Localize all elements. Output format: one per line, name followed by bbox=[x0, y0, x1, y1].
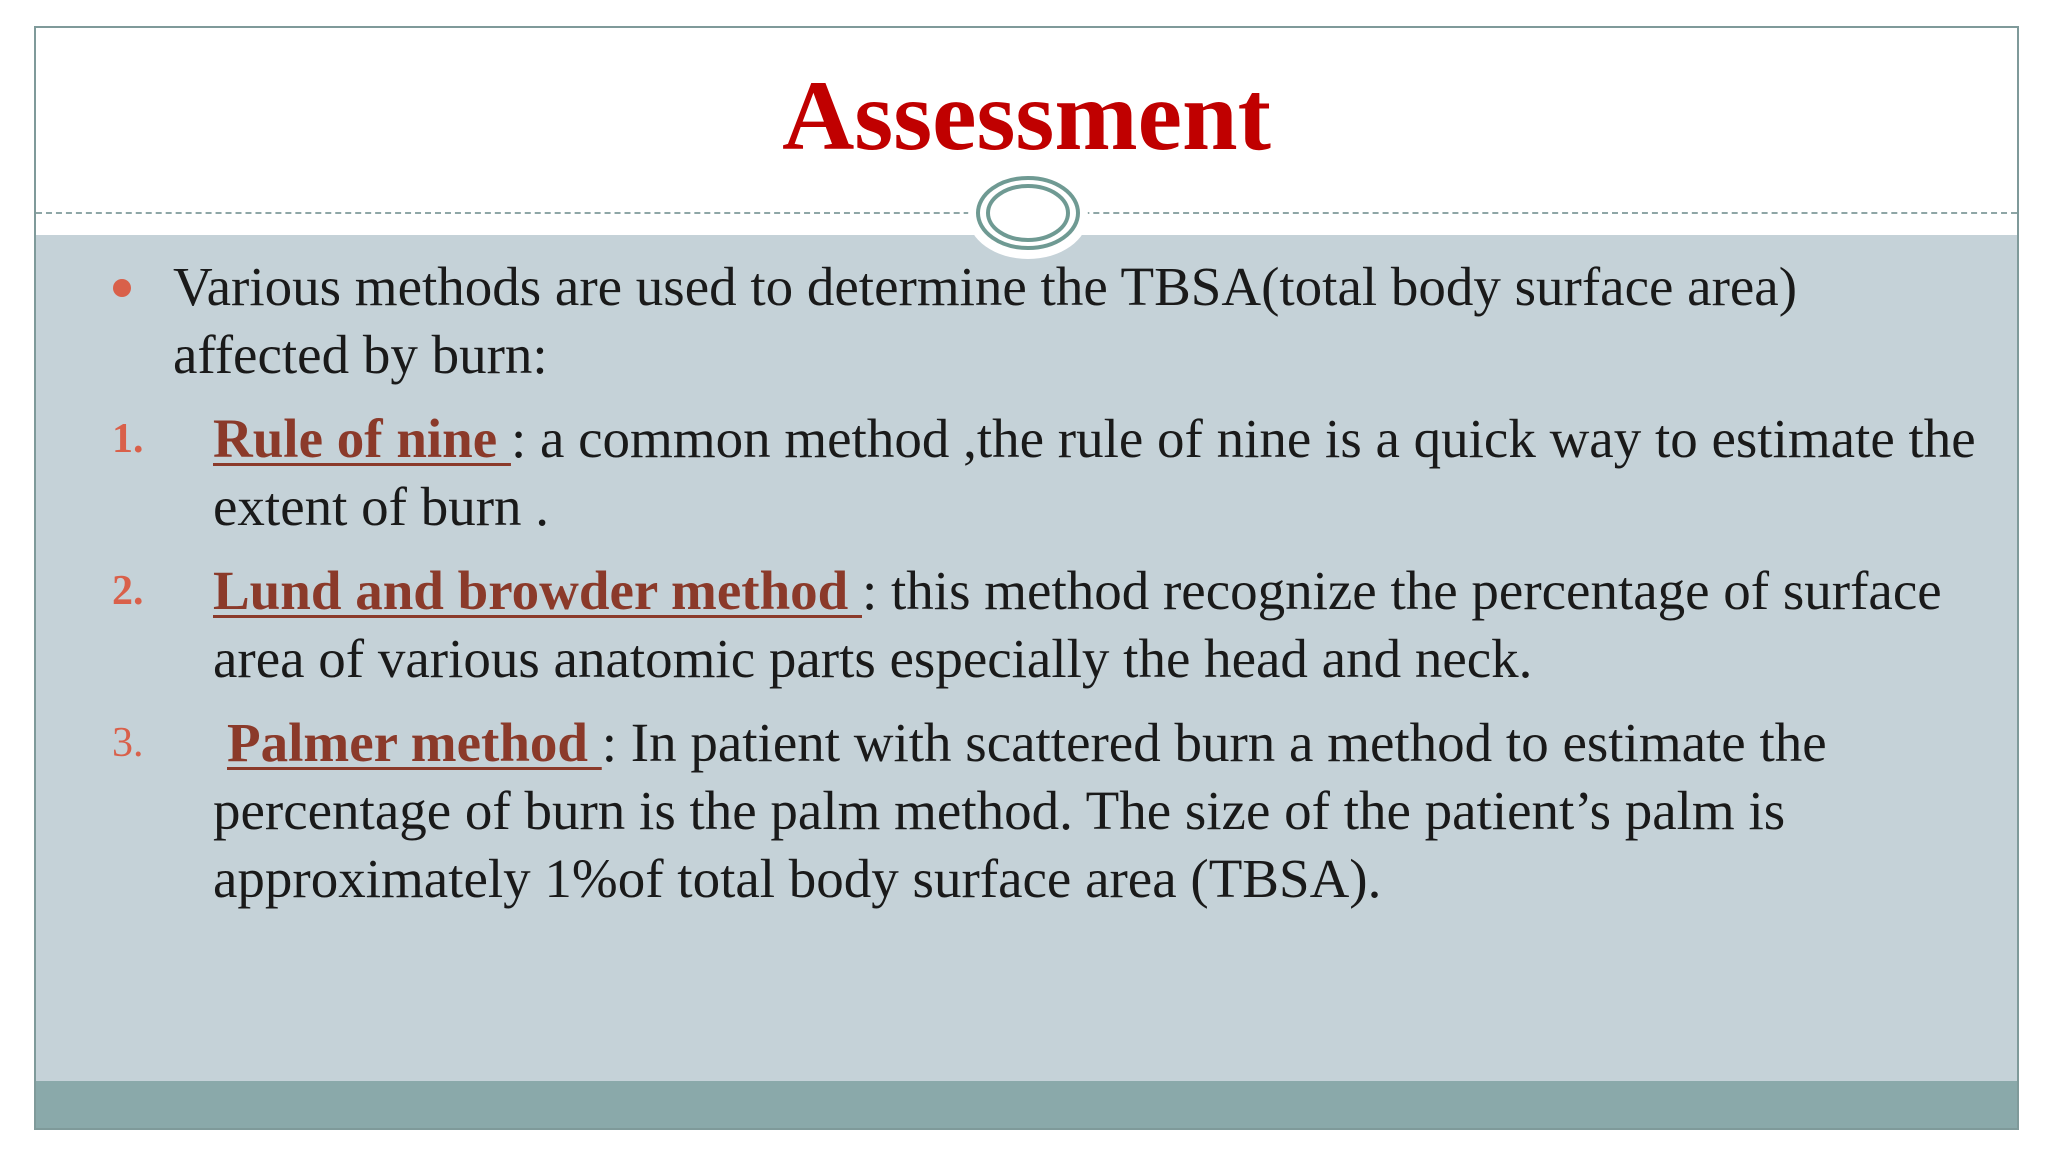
slide-title: Assessment bbox=[782, 60, 1271, 171]
list-item bbox=[36, 557, 2017, 693]
list-number: 3. bbox=[112, 720, 144, 766]
intro-text: Various methods are used to determine the TBSA(total body surface area) affected by burn: bbox=[173, 256, 1798, 385]
dot-bullet-icon bbox=[113, 279, 131, 297]
content bbox=[36, 253, 2017, 913]
term-palmer-method: Palmer method bbox=[227, 712, 602, 773]
footer-bar bbox=[36, 1081, 2017, 1128]
slide bbox=[34, 26, 2019, 1130]
list-number: 1. bbox=[112, 416, 144, 462]
term-lund-and-browder: Lund and browder method bbox=[213, 560, 862, 621]
item-text: : a common method ,the rule of nine is a quick way to estimate the extent of burn . bbox=[213, 408, 1976, 537]
list-number: 2. bbox=[112, 568, 144, 614]
term-rule-of-nine: Rule of nine bbox=[213, 408, 511, 469]
ring-ornament-icon bbox=[966, 171, 1090, 261]
list-item bbox=[36, 405, 2017, 541]
item-text: : In patient with scattered burn a method to estimate the percentage of burn is the palm method. The size of the patient’s palm is approximately 1%of total body surface area (TBSA). bbox=[213, 712, 1827, 909]
list-item bbox=[36, 709, 2017, 913]
item-text: : this method recognize the percentage of surface area of various anatomic parts especially the head and neck. bbox=[213, 560, 1942, 689]
intro-bullet bbox=[36, 253, 2017, 389]
